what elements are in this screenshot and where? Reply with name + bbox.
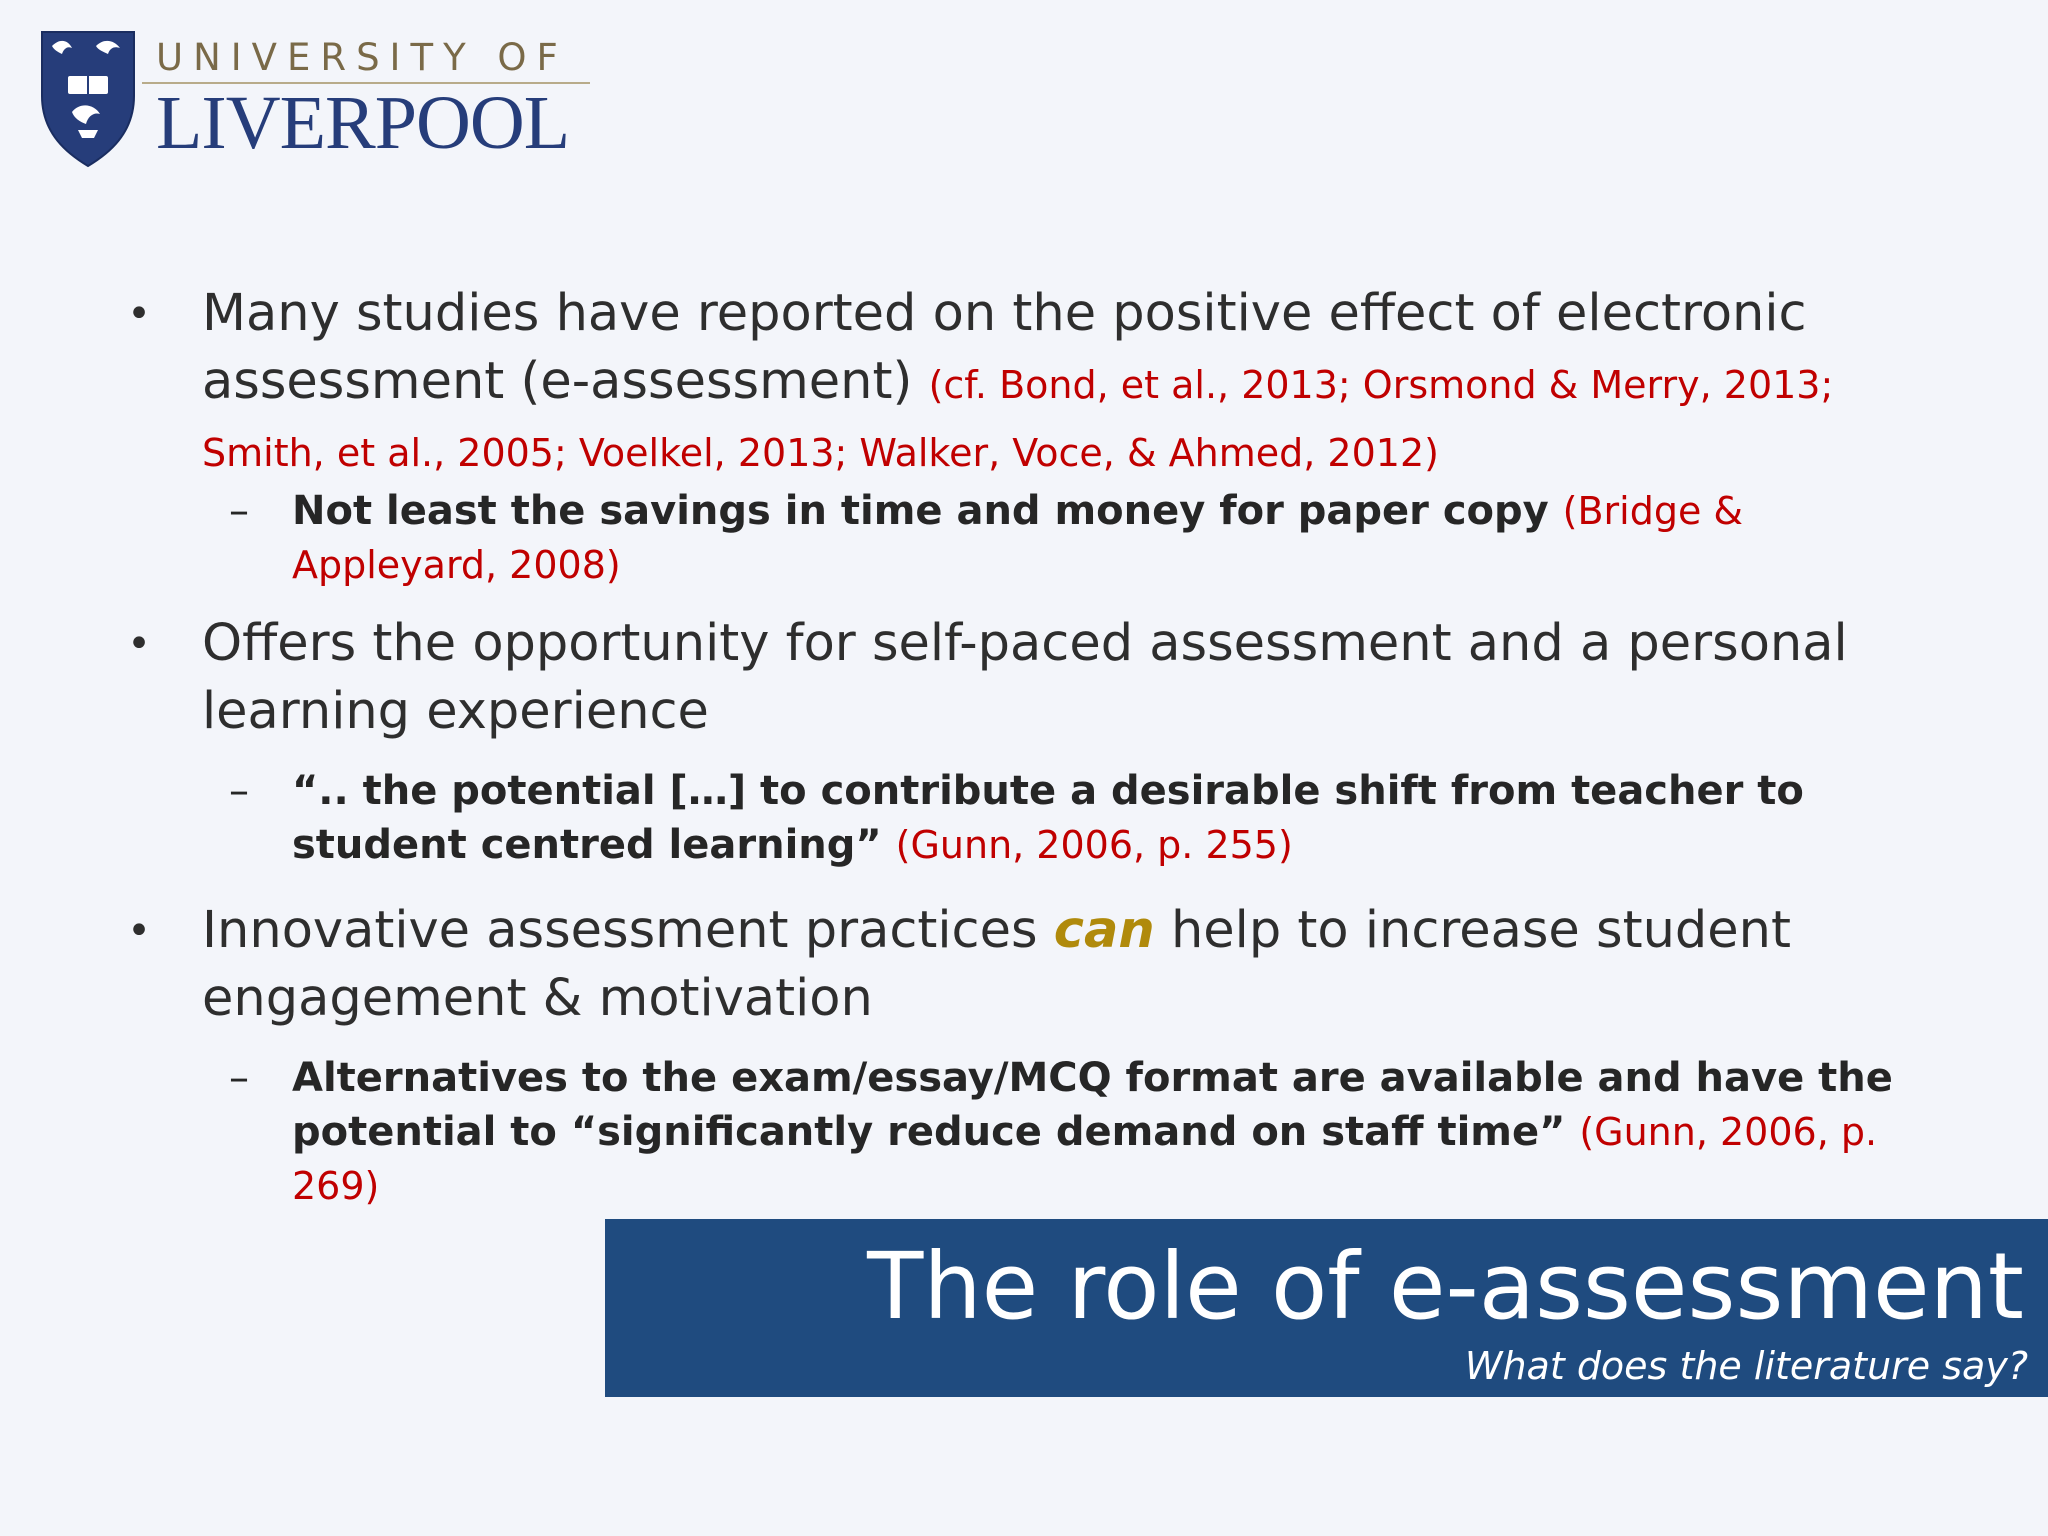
bullet-item — [127, 897, 1922, 1033]
bullet-marker: • — [127, 908, 151, 954]
citation: (Gunn, 2006, p. 269) — [292, 1110, 1878, 1208]
bullet-text: Offers the opportunity for self-paced assessment and a personal learning experience — [202, 614, 1848, 741]
sub-bullet-text: Alternatives to the exam/essay/MCQ format are available and have the potential to “significantly reduce demand on staff time” — [292, 1055, 1893, 1155]
university-logo — [38, 26, 598, 171]
bullet-text-after: help to increase student engagement & motivation — [202, 901, 1791, 1028]
emphasis-word: can — [1053, 901, 1155, 960]
sub-bullet-text: “.. the potential […] to contribute a desirable shift from teacher to student centred learning” — [292, 768, 1804, 868]
slide-subtitle: What does the literature say? — [1464, 1344, 2028, 1388]
sub-bullet-marker: – — [229, 488, 249, 534]
shield-crest-icon — [38, 26, 138, 168]
sub-bullet-marker: – — [229, 768, 249, 814]
bullet-text: Many studies have reported on the positive effect of electronic assessment (e-assessment) — [202, 284, 1807, 411]
bullet-item — [127, 280, 1922, 484]
slide-title: The role of e-assessment — [867, 1233, 2024, 1340]
sub-bullet-item — [229, 484, 1942, 592]
logo-text-university-of: UNIVERSITY OF — [156, 36, 568, 79]
sub-bullet-item — [229, 764, 1942, 872]
sub-bullet-item — [229, 1051, 1942, 1213]
sub-bullet-marker: – — [229, 1055, 249, 1101]
citation: (cf. Bond, et al., 2013; Orsmond & Merry, 2013; Smith, et al., 2005; Voelkel, 2013; Walker, Voce, & Ahmed, 2012) — [202, 363, 1834, 475]
logo-text-liverpool: LIVERPOOL — [156, 81, 570, 165]
title-banner — [605, 1219, 2048, 1397]
citation: (Gunn, 2006, p. 255) — [895, 823, 1293, 867]
bullet-marker: • — [127, 291, 151, 337]
bullet-marker: • — [127, 621, 151, 667]
citation: (Bridge & Appleyard, 2008) — [292, 489, 1744, 587]
bullet-text-before: Innovative assessment practices — [202, 901, 1038, 960]
sub-bullet-text: Not least the savings in time and money for paper copy — [292, 488, 1549, 534]
bullet-item — [127, 610, 1922, 746]
